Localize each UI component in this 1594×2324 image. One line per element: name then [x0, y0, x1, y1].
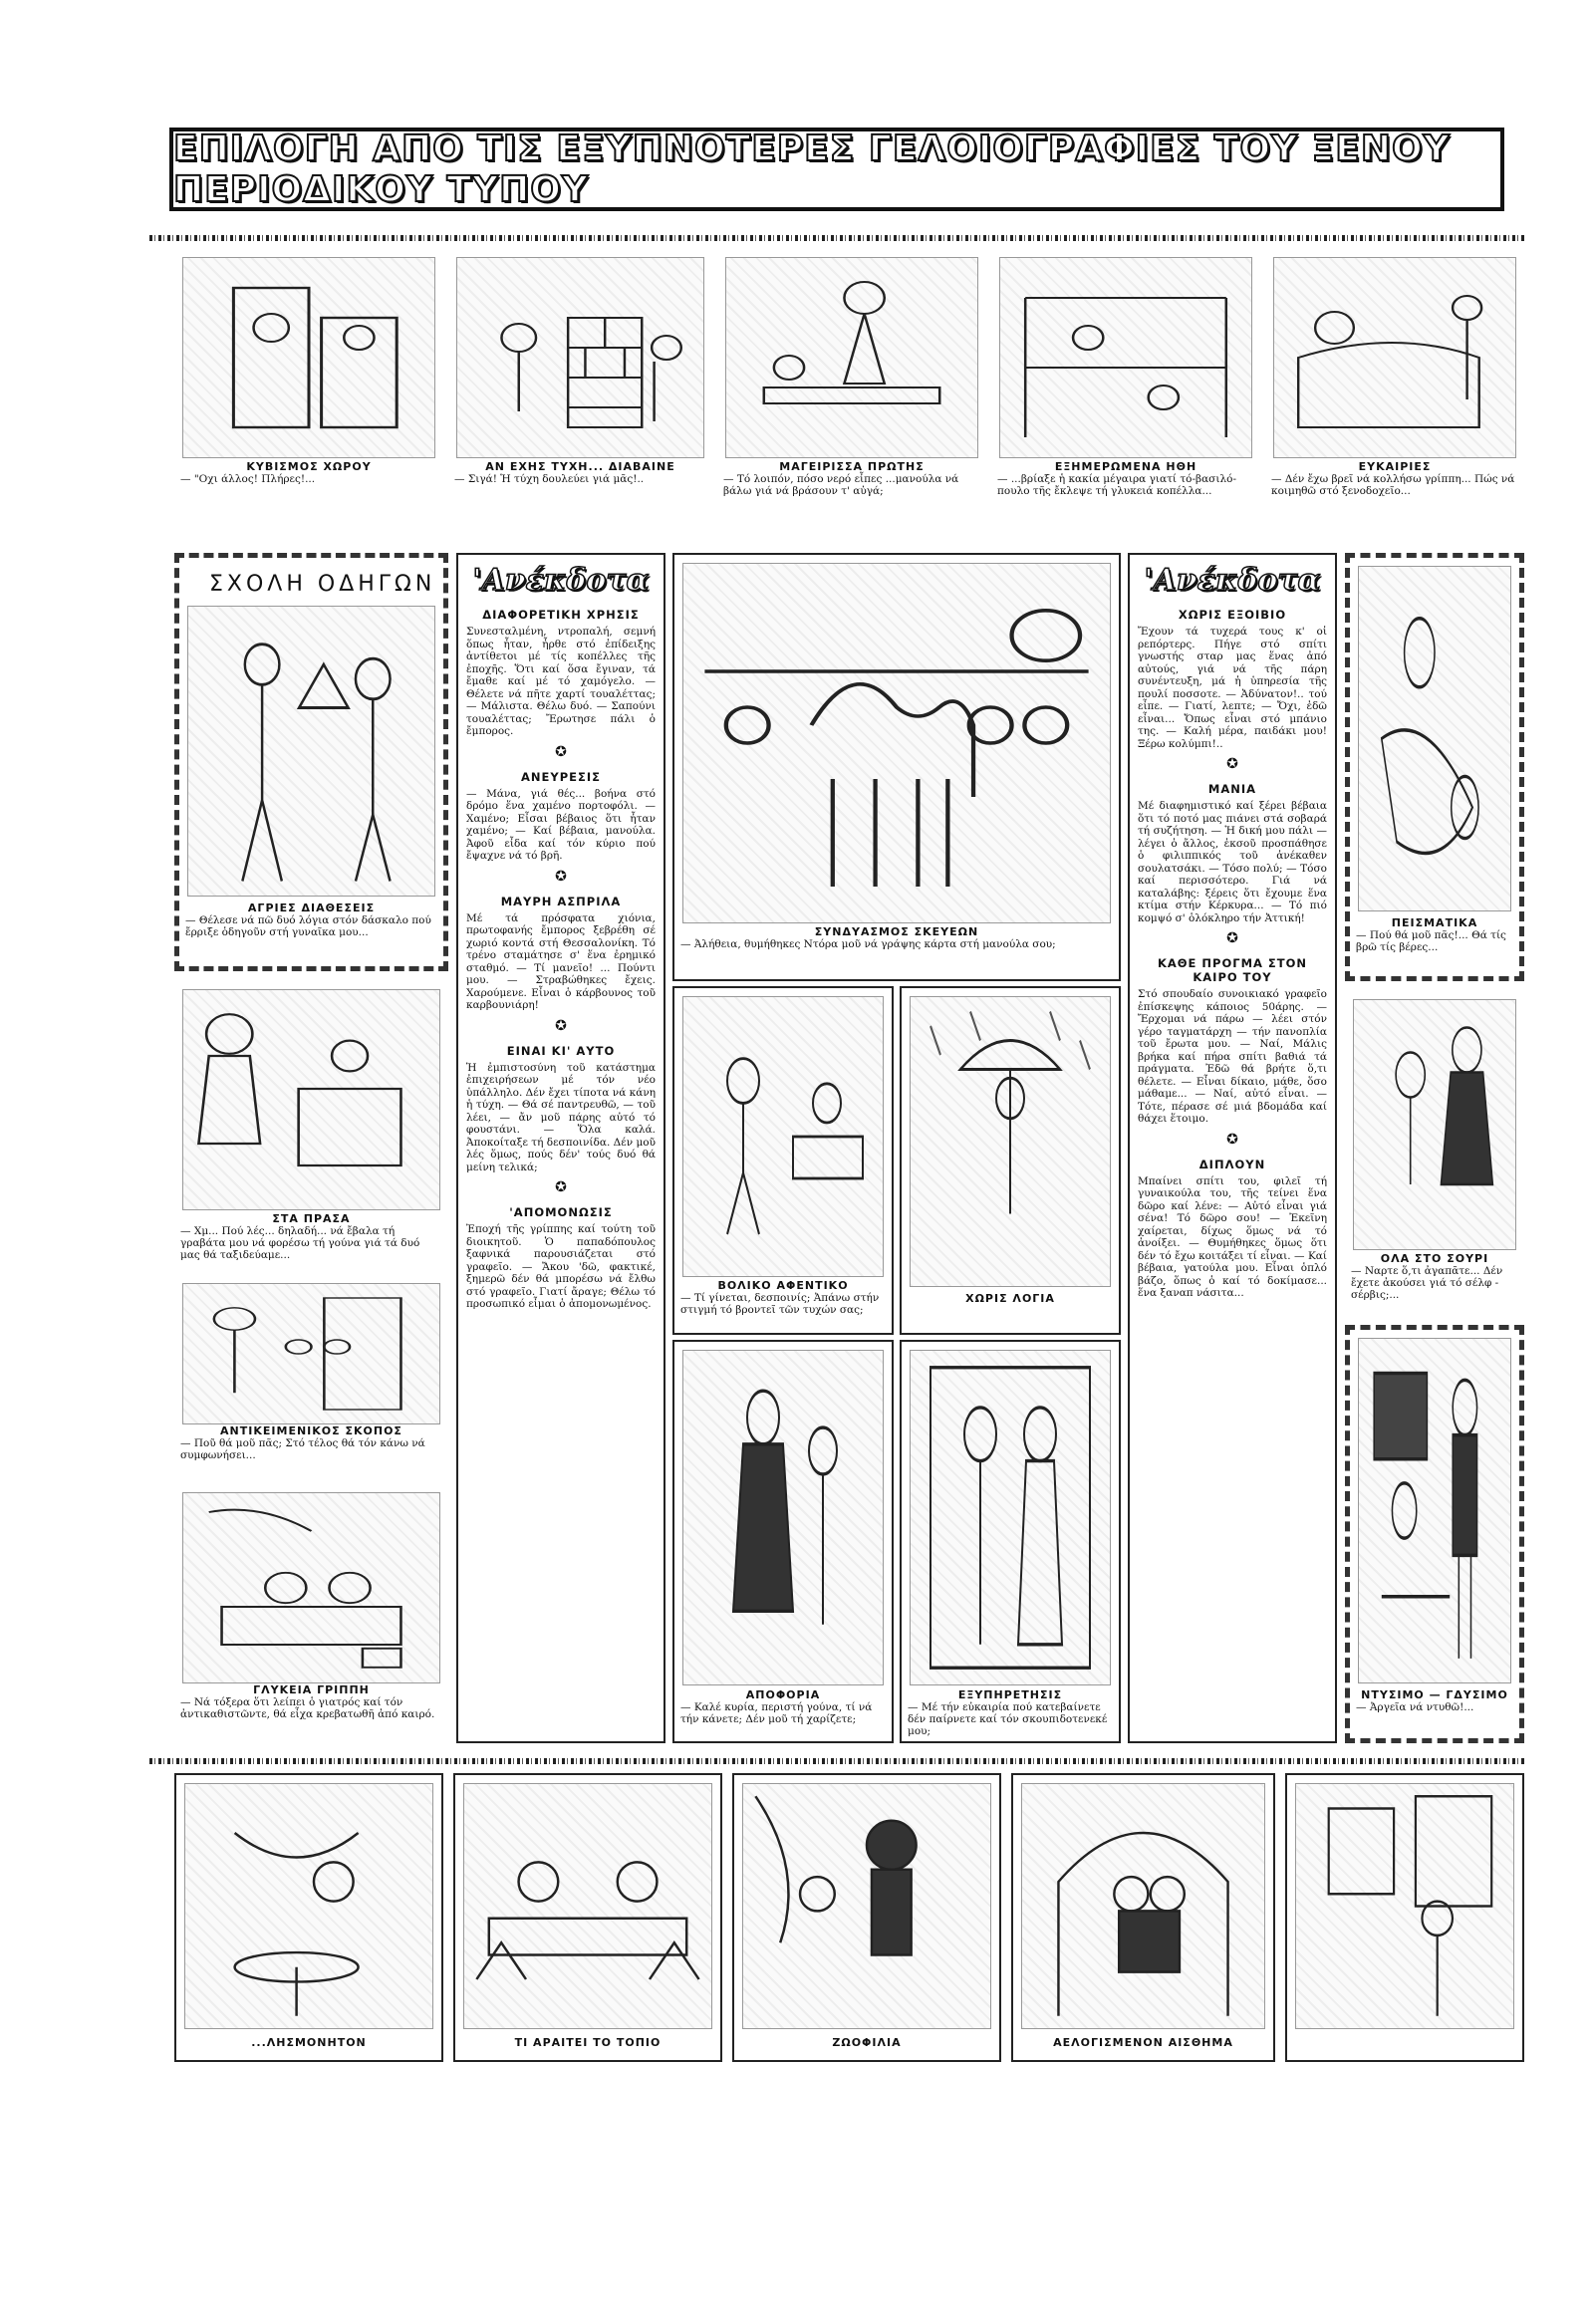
cartoon-text: — ...βρίαξε ἡ κακία μέγαιρα γιατί τό-βασιλό-πουλο τῆς ἔκλεψε τή γλυκειά κοπέλλα...	[997, 473, 1236, 497]
star-divider-icon: ✪	[555, 868, 567, 885]
cartoon-title: ...ΛΗΣΜΟΝΗΤΟΝ	[251, 2036, 367, 2049]
cartoon-drawing	[682, 996, 884, 1277]
star-divider-icon: ✪	[555, 743, 567, 760]
cartoon-drawing	[1358, 1338, 1511, 1683]
anecdote-body: Μπαίνει σπίτι του, φιλεῖ τή γυναικούλα του, τῆς τείνει ἕνα δῶρο καί λένε: — Αὐτό εἶναι γιά σένα! Τό δῶρο σου! — Ἐκεῖνη χαίρεται, δίχως ὅμως νά τό ἀνοίξει. — Θυμήθηκες ὅμως ὅτι δέν τό ἔχω κοιτάξει τί εἶναι. — Καί βέβαια, γατούλα μου. Εἶναι ὁπλό βάζο, ὅπως ὁ καί τό δοκίμασε... ἕνα ξαναπ νάσιτα...	[1138, 1174, 1327, 1299]
cartoon-caption	[180, 1212, 442, 1261]
anecdotes-column	[1128, 553, 1337, 1743]
cartoon-text: — Δέν ἔχω βρεῖ νά κολλήσω γρίππη... Πώς νά κοιμηθῶ στό ξενοδοχεῖο...	[1271, 473, 1515, 497]
cartoon-caption	[1271, 460, 1518, 497]
cartoon-caption	[680, 1279, 886, 1316]
cartoon-drawing	[910, 1350, 1111, 1685]
cartoon-title: ΒΟΛΙΚΟ ΑΦΕΝΤΙΚΟ	[717, 1279, 849, 1292]
cartoon-title: ΑΓΡΙΕΣ ΔΙΑΘΕΣΕΙΣ	[247, 902, 376, 914]
cartoon-panel	[174, 553, 448, 971]
cartoon-caption	[185, 902, 437, 938]
cartoon-panel	[174, 981, 448, 1265]
cartoon-drawing	[1021, 1783, 1265, 2029]
cartoon-caption	[461, 2036, 714, 2049]
cartoon-drawing	[910, 996, 1111, 1287]
cartoon-panel	[1345, 991, 1524, 1315]
cartoon-panel	[1285, 1773, 1524, 2062]
anecdote-body: Στό σπουδαίο συνοικιακό γραφεῖο ἐπίσκεψης κάποιος 50άρης. — Ἔρχομαι νά πάρω — λέει στόν γέρο ταγματάρχη — τήν πανοπλία τοῦ ἔρωτα μου. — Ναί, Μάλις βρήκα καί πήρα σπίτι βαθιά τά πράγματα. Ἐδῶ θά βρήτε ὅ,τι θέλετε. — Εἶναι δίκαιο, μάθε, ὅσο μάθαμε... — Ναί, αὐτό εἶναι. — Τότε, πέρασε σέ μιά βδομάδα καί θάχει ἕτοιμο.	[1138, 988, 1327, 1125]
cartoon-panel	[1011, 1773, 1275, 2062]
cartoon-drawing	[999, 257, 1252, 458]
cartoon-drawing	[682, 563, 1111, 923]
cartoon-drawing	[182, 1283, 440, 1424]
cartoon-caption	[180, 1683, 442, 1720]
cartoon-title: ΤΙ ΑΡΑΙΤΕΙ ΤΟ ΤΟΠΙΟ	[514, 2036, 662, 2049]
cartoon-title: ΚΥΒΙΣΜΟΣ ΧΩΡΟΥ	[246, 460, 372, 473]
cartoon-panel	[672, 986, 894, 1335]
cartoon-drawing	[184, 1783, 433, 2029]
cartoon-drawing	[187, 606, 435, 897]
cartoon-text: — Χμ... Πού λές... δηλαδή... νά ἔβαλα τή γραβάτα μου νά φορέσω τή γούνα γιά τά δυό μας θά ταξιδεύαμε...	[180, 1225, 420, 1261]
cartoon-title: ΑΠΟΦΟΡΙΑ	[745, 1688, 821, 1701]
anecdote-title: ΚΑΘΕ ΠΡΟΓΜΑ ΣΤΟΝ ΚΑΙΡΟ ΤΟΥ	[1157, 956, 1308, 984]
cartoon-caption	[1351, 1252, 1518, 1301]
anecdotes-column	[456, 553, 665, 1743]
cartoon-caption	[1356, 1688, 1513, 1713]
panel-sign-text: ΣΧΟΛΗ ΟΔΗΓΩΝ	[209, 572, 436, 597]
cartoon-panel	[1265, 249, 1524, 503]
cartoon-drawing	[725, 257, 978, 458]
divider-rule	[149, 1758, 1524, 1764]
cartoon-panel	[900, 1340, 1121, 1743]
cartoon-caption	[680, 925, 1113, 950]
anecdote-body: — Μάνα, γιά θές... βοήνα στό δρόμο ἕνα χαμένο πορτοφόλι. — Χαμένο; Εἶσαι βέβαιος ὅτι ἦταν χαμένο; — Καί βέβαια, μανούλα. Ἀφοῦ εἶδα καί τόν κύριο πού ἔψαχνε νά τό βρῆ.	[466, 787, 656, 862]
cartoon-title: ΧΩΡΙΣ ΛΟΓΙΑ	[965, 1292, 1055, 1305]
cartoon-text: — Ἀλήθεια, θυμήθηκες Ντόρα μοῦ νά γράψης κάρτα στή μανούλα σου;	[680, 938, 1056, 950]
cartoon-title: ΕΞΥΠΗΡΕΤΗΣΙΣ	[957, 1688, 1063, 1701]
cartoon-drawing	[1273, 257, 1516, 458]
cartoon-text: — Ἀργεῖα νά ντυθῶ!...	[1356, 1701, 1474, 1713]
divider-rule	[149, 235, 1524, 241]
cartoon-panel	[448, 249, 712, 503]
anecdote-body: Μέ διαφημιστικό καί ξέρει βέβαια ὅτι τό ποτό μας πιάνει στά σοβαρά τή συζήτηση. — Ἡ δική μου πάλι — λέγει ὁ ἄλλος, ἐκσοῦ προσπάθησε ὁ φιλιππικός τοῦ ἀνέκαθεν σουλατσάκι. — Τόσο πολύ; — Τόσο καί περισσότερο. Γιά νά καταλάβης: ξέρεις ὅτι ἔχουμε ἕνα κτίμα στήν Κέρκυρα... — Τό πιό κομψό σ' ὁλόκληρο τήν Ἀττική!	[1138, 800, 1327, 924]
cartoon-drawing	[682, 1350, 884, 1685]
cartoon-panel	[174, 1773, 443, 2062]
cartoon-panel	[174, 1275, 448, 1474]
cartoon-drawing	[742, 1783, 991, 2029]
cartoon-panel	[174, 249, 443, 503]
cartoon-panel	[732, 1773, 1001, 2062]
cartoon-drawing	[1353, 999, 1516, 1250]
star-divider-icon: ✪	[555, 1179, 567, 1195]
cartoon-panel	[1345, 553, 1524, 981]
cartoon-text: — Σιγά! Ἡ τύχη δουλεύει γιά μᾶς!..	[454, 473, 645, 485]
cartoon-caption	[180, 1424, 442, 1461]
cartoon-title: ΜΑΓΕΙΡΙΣΣΑ ΠΡΩΤΗΣ	[779, 460, 925, 473]
cartoon-caption	[740, 2036, 993, 2049]
cartoon-drawing	[182, 257, 435, 458]
cartoon-panel	[900, 986, 1121, 1335]
anecdote-title: ΧΩΡΙΣ ΕΞΟΙΒΙΟ	[1178, 608, 1287, 622]
cartoon-caption	[723, 460, 980, 497]
star-divider-icon: ✪	[1226, 930, 1238, 946]
cartoon-title: ΑΝ ΕΧΗΣ ΤΥΧΗ... ΔΙΑΒΑΙΝΕ	[485, 460, 675, 473]
cartoon-panel	[174, 1484, 448, 1743]
cartoon-text: — Πού θά μοῦ πᾶς!... Θά τίς βρῶ τίς βέρες...	[1356, 929, 1506, 953]
cartoon-title: ΕΥΚΑΙΡΙΕΣ	[1358, 460, 1432, 473]
cartoon-drawing	[1295, 1783, 1514, 2029]
cartoon-text: — Τί γίνεται, δεσποινίς; Ἀπάνω στήν στιγμή τό βροντεῖ τῶν τυχών σας;	[680, 1292, 880, 1316]
star-divider-icon: ✪	[1226, 756, 1238, 772]
cartoon-text: — Νά τόξερα ὅτι λείπει ὁ γιατρός καί τόν ἀντικαθιστῶντε, θά εἶχα κρεβατωθῆ ἀπό καιρό.	[180, 1696, 435, 1720]
cartoon-text: — Θέλεσε νά πῶ δυό λόγια στόν δάσκαλο πού ἔρριξε ὁδηγοῦν στή γυναῖκα μου...	[185, 914, 431, 938]
cartoon-text: — Μέ τήν εὐκαιρία πού κατεβαίνετε δέν παίρνετε καί τόν σκουπιδοτενεκέ μου;	[908, 1701, 1108, 1737]
cartoon-panel	[672, 1340, 894, 1743]
cartoon-panel	[991, 249, 1260, 503]
anecdote-body: Συνεσταλμένη, ντροπαλή, σεμνή ὅπως ἦταν, ἦρθε στό ἐπίδειξης ἀντίθετοι μέ τίς κοπέλλες τῆς ἐποχῆς. Ὅτι καί ὅσα ἔγιναν, τά ἔμαθε καί μέ τό χαμόγελο. — Θέλετε νά πῆτε χαρτί τουαλέττας; — Μάλιστα. Θέλω δυό. — Σαπούνι τουαλέττας; Ἔρωτησε πάλι ὁ ἔμπορος.	[466, 626, 656, 737]
anecdote-body: Ἡ ἐμπιστοσύνη τοῦ κατάστημα ἐπιχειρήσεων μέ τόν νέο ὑπάλληλο. Δέν ἔχει τίποτα νά κάνη ἡ τύχη. — Θά σέ παντρευθῶ, — τοῦ λέει, — ἄν μοῦ πάρης αὐτό τό φουστάνι. — Ὅλα καλά. Ἀποκοίταξε τή δεσποινίδα. Δέν μοῦ λές ὅμως, πούς δέν' τούς δυό θά μείνη τελικά;	[466, 1061, 656, 1173]
cartoon-drawing	[182, 989, 440, 1210]
anecdote-title: ΜΑΥΡΗ ΑΣΠΡΙΛΑ	[500, 894, 622, 908]
anecdote-body: Ἐποχή τῆς γρίππης καί τούτη τοῦ διοικητοῦ. Ὁ παπαδόπουλος ξαφνικά παρουσιάζεται στό γραφεῖο. — Ἄκου 'δῶ, φακτικέ, ξημερῶ δέν θά μπορέσω νά ἔλθω στό γραφεῖο. Γιατί ἄραγε; Θέλω τό προσωπικό εἶμαι ὁ ἀπομονωμένος.	[466, 1223, 656, 1310]
cartoon-title: ΖΩΟΦΙΛΙΑ	[832, 2036, 902, 2049]
star-divider-icon: ✪	[1226, 1131, 1238, 1148]
cartoon-caption	[182, 2036, 435, 2049]
cartoon-caption	[997, 460, 1254, 497]
anecdote-title: 'ΑΠΟΜΟΝΩΣΙΣ	[509, 1205, 613, 1219]
cartoon-drawing	[463, 1783, 712, 2029]
cartoon-caption	[1356, 916, 1513, 953]
anecdote-body: Μέ τά πρόσφατα χιόνια, πρωτοφανής ἔμπορος ξεβρέθη σέ χωριό κοντά στή Θεσσαλονίκη. Τό τρένο σταμάτησε σ' ἕνα ἐρημικό σταθμό. — Τί μανεῖο! ... Πούντι μου. — Στραβώθηκες ἔχεις. Χαρούμενε. Εἶναι ὁ κάρβουνος τοῦ καρβουνιάρη!	[466, 911, 656, 1011]
anecdote-title: ΑΝΕΥΡΕΣΙΣ	[521, 769, 601, 784]
cartoon-drawing	[1358, 566, 1511, 911]
cartoon-title: ΝΤΥΣΙΜΟ — ΓΔΥΣΙΜΟ	[1361, 1688, 1508, 1701]
anecdotes-heading: 'Ανέκδοτα	[1144, 563, 1321, 598]
anecdote-title: ΜΑΝΙΑ	[1207, 782, 1257, 796]
cartoon-caption	[1019, 2036, 1267, 2049]
page-banner	[169, 128, 1504, 211]
cartoon-text: — Ναρτε ὅ,τι ἀγαπᾶτε... Δέν ἔχετε ἀκούσει γιά τό σέλφ - σέρβις;...	[1351, 1265, 1503, 1301]
anecdote-title: ΕΙΝΑΙ ΚΙ' ΑΥΤΟ	[506, 1043, 616, 1058]
cartoon-panel	[717, 249, 986, 503]
cartoon-title: ΑΕΛΟΓΙΣΜΕΝΟΝ ΑΙΣΘΗΜΑ	[1053, 2036, 1233, 2049]
cartoon-caption	[908, 1688, 1113, 1737]
banner-title: ΕΠΙΛΟΓΗ ΑΠΟ ΤΙΣ ΕΞΥΠΝΟΤΕΡΕΣ ΓΕΛΟΙΟΓΡΑΦΙΕΣ ΤΟΥ ΞΕΝΟΥ ΠΕΡΙΟΔΙΚΟΥ ΤΥΠΟΥ	[173, 129, 1451, 210]
anecdote-title: ΔΙΠΛΟΥΝ	[1198, 1157, 1266, 1171]
cartoon-title: ΠΕΙΣΜΑΤΙΚΑ	[1391, 916, 1478, 929]
cartoon-text: — Ποῦ θά μοῦ πᾶς; Στό τέλος θά τόν κάνω νά συμφωνήσει...	[180, 1437, 425, 1461]
cartoon-title: ΕΞΗΜΕΡΩΜΕΝΑ ΗΘΗ	[1054, 460, 1197, 473]
cartoon-panel	[453, 1773, 722, 2062]
anecdotes-heading: 'Ανέκδοτα	[472, 563, 650, 598]
cartoon-text: — Τό λοιπόν, πόσο νερό εἶπες ...μανούλα νά βάλω γιά νά βράσουν τ' αὐγά;	[723, 473, 959, 497]
cartoon-title: ΣΥΝΔΥΑΣΜΟΣ ΣΚΕΥΕΩΝ	[814, 925, 979, 938]
cartoon-panel	[1345, 1325, 1524, 1743]
cartoon-text: — Καλέ κυρία, περιστή γούνα, τί νά τήν κάνετε; Δέν μοῦ τή χαρίζετε;	[680, 1701, 873, 1725]
cartoon-title: ΓΛΥΚΕΙΑ ΓΡΙΠΠΗ	[253, 1683, 370, 1696]
anecdote-title: ΔΙΑΦΟΡΕΤΙΚΗ ΧΡΗΣΙΣ	[482, 608, 640, 622]
cartoon-title: ΑΝΤΙΚΕΙΜΕΝΙΚΟΣ ΣΚΟΠΟΣ	[220, 1424, 402, 1437]
cartoon-drawing	[456, 257, 704, 458]
cartoon-text: — "Οχι άλλος! Πλήρες!...	[180, 473, 316, 485]
cartoon-drawing	[182, 1492, 440, 1683]
anecdote-body: Ἔχουν τά τυχερά τους κ' οἱ ρεπόρτερς. Πήγε στό σπίτι γνωστής σταρ μας ἕνας ἀπό αὐτούς, γιά νά τῆς πάρη συνέντευξη, μά ἡ ὑπηρεσία τῆς πουλί ποσσοτε. — Ἀδύνατον!.. τού εἶπε. — Γιατί, λεπτε; — Ὄχι, ἐδῶ εἶναι... Ὄπως εἶναι στό μπάνιο της. — Καλή μέρα, παιδάκι μου! Ξέρω κολύμπι!..	[1138, 626, 1327, 750]
cartoon-title: ΣΤΑ ΠΡΑΣΑ	[272, 1212, 351, 1225]
cartoon-panel	[672, 553, 1121, 981]
star-divider-icon: ✪	[555, 1017, 567, 1034]
cartoon-caption	[454, 460, 706, 485]
cartoon-caption	[180, 460, 437, 485]
cartoon-caption	[908, 1292, 1113, 1305]
cartoon-title: ΟΛΑ ΣΤΟ ΣΟΥΡΙ	[1380, 1252, 1489, 1265]
cartoon-caption	[680, 1688, 886, 1725]
